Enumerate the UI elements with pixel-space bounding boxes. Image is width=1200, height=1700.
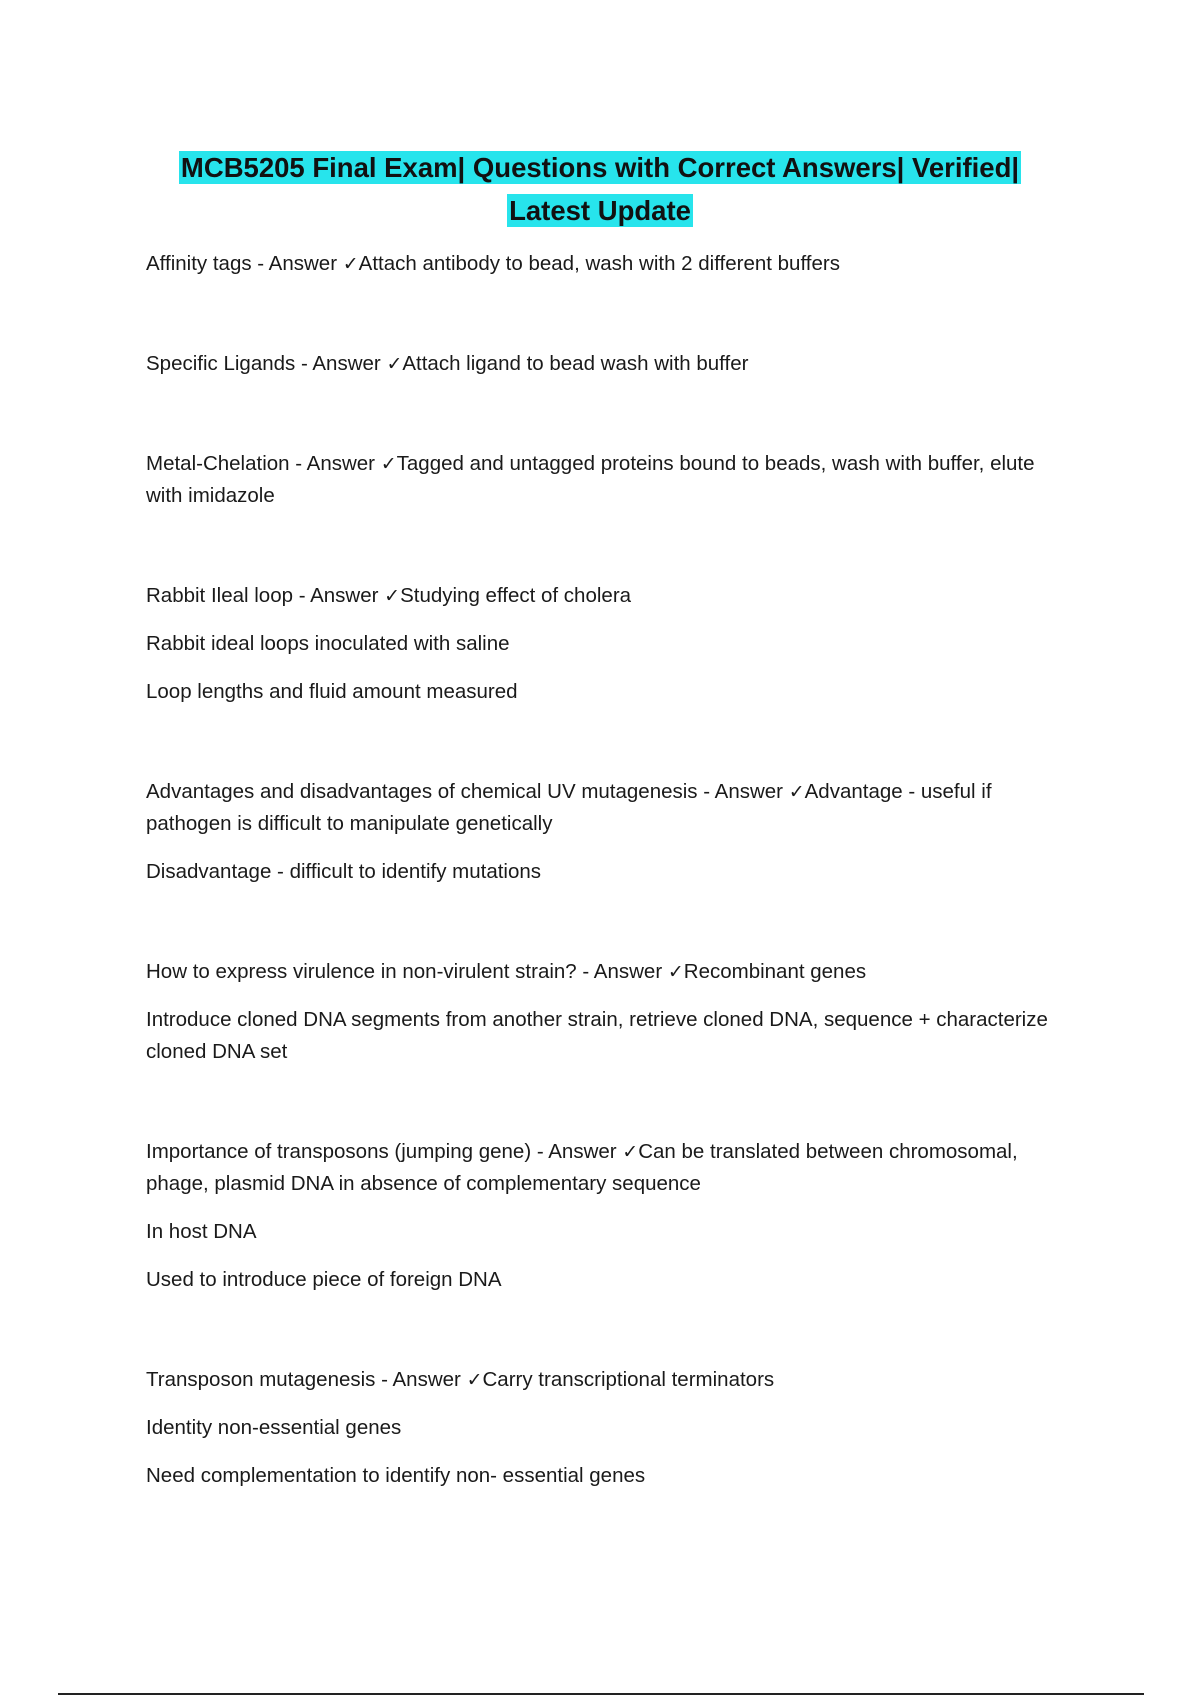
answer-text: Tagged and untagged proteins bound to beads, wash with buffer, elute with imidazole [146,452,1035,507]
qa-question-line [146,348,1066,380]
qa-question-line [146,248,1066,280]
item-spacer [146,1296,1066,1364]
qa-question-line [146,448,1066,512]
qa-extra-line: Used to introduce piece of foreign DNA [146,1268,502,1291]
check-icon: ✓ [622,1141,639,1163]
qa-list [146,248,1066,1492]
qa-extra-line: Disadvantage - difficult to identify mutations [146,860,542,883]
answer-text: Carry transcriptional terminators [482,1368,775,1391]
qa-extra-line: Loop lengths and fluid amount measured [146,680,518,703]
qa-item [146,348,1066,380]
title-line-1: MCB5205 Final Exam| Questions with Correct Answers| Verified| [180,152,1020,183]
title-line-2: Latest Update [509,195,691,226]
answer-text: Attach ligand to bead wash with buffer [402,352,749,375]
qa-extra-line: Introduce cloned DNA segments from another strain, retrieve cloned DNA, sequence + characterize cloned DNA set [146,1008,1048,1063]
qa-question-line [146,956,1066,988]
qa-question-line [146,1364,1066,1396]
answer-text: Advantage - useful if pathogen is difficult to manipulate genetically [146,780,992,835]
check-icon: ✓ [342,253,359,275]
answer-text: Studying effect of cholera [400,584,632,607]
check-icon: ✓ [667,961,684,983]
check-icon: ✓ [384,585,401,607]
item-spacer [146,280,1066,348]
answer-text: Attach antibody to bead, wash with 2 different buffers [358,252,840,275]
check-icon: ✓ [386,353,403,375]
question-text: Transposon mutagenesis - Answer [146,1368,467,1391]
qa-question-line [146,1136,1066,1200]
question-text: Affinity tags - Answer [146,252,343,275]
qa-extra-line: Need complementation to identify non- essential genes [146,1464,646,1487]
check-icon: ✓ [466,1369,483,1391]
question-text: Importance of transposons (jumping gene) - Answer [146,1140,623,1163]
answer-text: Recombinant genes [683,960,867,983]
qa-item [146,1136,1066,1296]
item-spacer [146,512,1066,580]
qa-question-line [146,776,1066,840]
item-spacer [146,888,1066,956]
item-spacer [146,708,1066,776]
question-text: Specific Ligands - Answer [146,352,387,375]
qa-extra-line: Identity non-essential genes [146,1416,402,1439]
qa-extra-line: In host DNA [146,1220,257,1243]
qa-item [146,248,1066,280]
qa-extra-line: Rabbit ideal loops inoculated with saline [146,632,510,655]
qa-item [146,448,1066,512]
qa-item [146,776,1066,888]
item-spacer [146,380,1066,448]
question-text: Advantages and disadvantages of chemical UV mutagenesis - Answer [146,780,789,803]
qa-item [146,580,1066,708]
check-icon: ✓ [380,453,397,475]
page-title [0,146,1200,232]
question-text: How to express virulence in non-virulent strain? - Answer [146,960,668,983]
footer-divider [58,1693,1144,1695]
qa-item [146,956,1066,1068]
answer-text: Can be translated between chromosomal, phage, plasmid DNA in absence of complementary sequence [146,1140,1018,1195]
question-text: Metal-Chelation - Answer [146,452,381,475]
qa-item [146,1364,1066,1492]
qa-question-line [146,580,1066,612]
check-icon: ✓ [788,781,805,803]
item-spacer [146,1068,1066,1136]
question-text: Rabbit Ileal loop - Answer [146,584,385,607]
